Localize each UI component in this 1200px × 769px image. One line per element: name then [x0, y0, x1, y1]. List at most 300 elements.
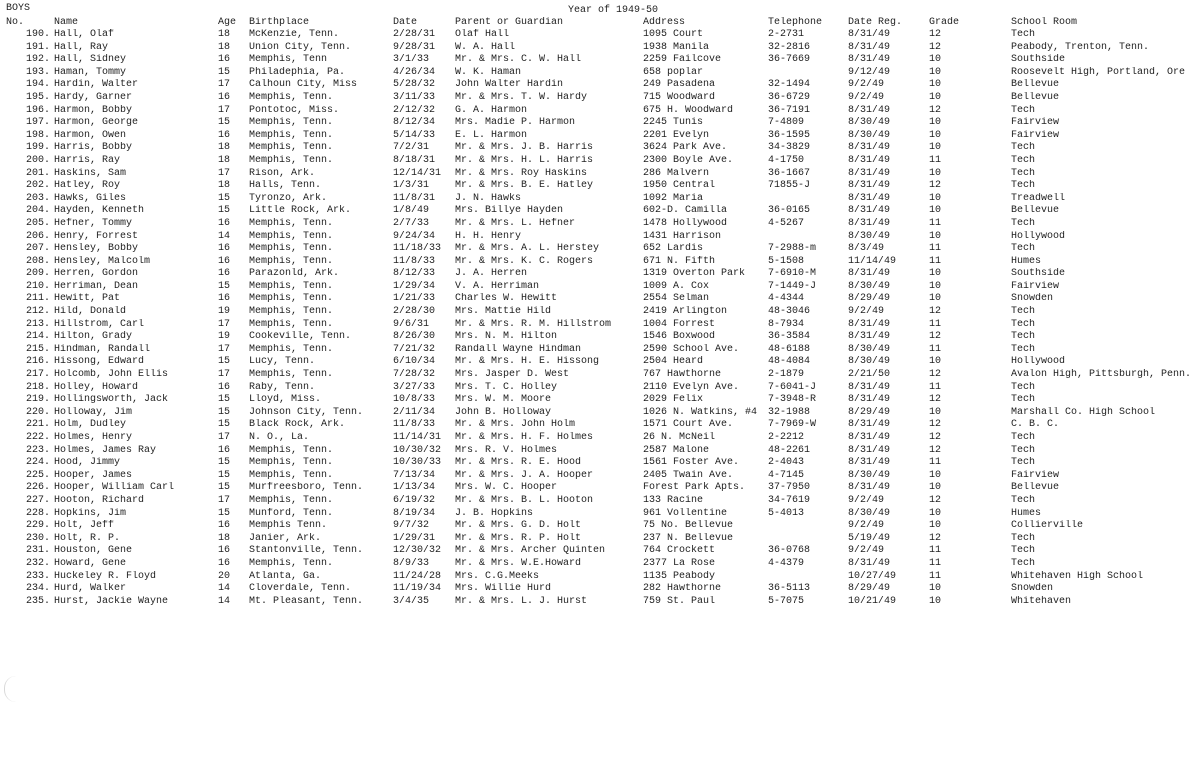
cell-no: 221. [25, 419, 50, 431]
cell-no: 195. [25, 91, 50, 103]
cell-grade: 11 [929, 243, 942, 255]
cell-birthplace: Rison, Ark. [249, 167, 316, 179]
cell-birthplace: Memphis, Tenn. [249, 343, 334, 355]
cell-telephone: 5-7075 [768, 595, 805, 607]
cell-age: 16 [218, 557, 231, 569]
cell-birthplace: Cookeville, Tenn. [249, 331, 352, 343]
table-row [0, 130, 1200, 143]
cell-no: 202. [25, 180, 50, 192]
cell-parent: Mrs. N. M. Hilton [455, 331, 558, 343]
cell-school: Tech [1011, 154, 1036, 166]
cell-age: 18 [218, 180, 231, 192]
cell-date-reg: 8/31/49 [848, 557, 891, 569]
cell-birthplace: Johnson City, Tenn. [249, 406, 364, 418]
table-row [0, 180, 1200, 193]
cell-no: 194. [25, 79, 50, 91]
cell-parent: Mr. & Mrs. J. B. Harris [455, 142, 594, 154]
cell-name: Hall, Olaf [54, 29, 115, 40]
cell-school: Tech [1011, 180, 1036, 192]
cell-parent: Mrs. Madie P. Harmon [455, 117, 576, 129]
cell-name: Hilton, Grady [54, 331, 133, 343]
cell-date: 3/4/35 [393, 595, 430, 607]
column-header-row [0, 17, 1200, 29]
cell-age: 18 [218, 29, 231, 40]
cell-name: Hopkins, Jim [54, 507, 127, 519]
cell-address: 2587 Malone [643, 444, 710, 456]
cell-grade: 10 [929, 192, 942, 204]
cell-date-reg: 8/31/49 [848, 381, 891, 393]
cell-no: 203. [25, 192, 50, 204]
cell-no: 219. [25, 394, 50, 406]
cell-no: 218. [25, 381, 50, 393]
cell-date-reg: 9/2/49 [848, 545, 885, 557]
cell-telephone [768, 67, 848, 80]
cell-telephone: 32-1494 [768, 79, 811, 91]
cell-age: 17 [218, 167, 231, 179]
cell-name: Hollingsworth, Jack [54, 394, 169, 406]
cell-parent: Mrs. W. C. Hooper [455, 482, 558, 494]
cell-parent: Olaf Hall [455, 29, 510, 40]
cell-school: Tech [1011, 318, 1036, 330]
cell-name: Holm, Dudley [54, 419, 127, 431]
cell-birthplace: Black Rock, Ark. [249, 419, 346, 431]
cell-telephone: 36-0165 [768, 205, 811, 217]
cell-name: Henry, Forrest [54, 230, 139, 242]
cell-name: Hefner, Tommy [54, 217, 133, 229]
table-row [0, 319, 1200, 332]
cell-grade: 12 [929, 532, 942, 544]
cell-grade: 10 [929, 520, 942, 532]
cell-date: 6/10/34 [393, 356, 436, 368]
cell-birthplace: Memphis, Tenn. [249, 457, 334, 469]
cell-parent: Mrs. W. M. Moore [455, 394, 552, 406]
cell-school: Southside [1011, 54, 1066, 66]
cell-parent: Mr. & Mrs. John Holm [455, 419, 576, 431]
cell-address: 658 poplar [643, 66, 704, 78]
cell-date: 9/28/31 [393, 41, 436, 53]
cell-date: 11/8/33 [393, 419, 436, 431]
cell-date: 1/3/31 [393, 180, 430, 192]
table-row [0, 105, 1200, 118]
column-header-no: No. [6, 17, 25, 28]
cell-date-reg: 8/30/49 [848, 230, 891, 242]
cell-no: 215. [25, 343, 50, 355]
cell-date: 9/7/32 [393, 520, 430, 532]
cell-parent: G. A. Harmon [455, 104, 528, 116]
cell-telephone: 36-3584 [768, 331, 811, 343]
cell-address: 764 Crockett [643, 545, 716, 557]
cell-no: 201. [25, 167, 50, 179]
cell-date: 8/26/30 [393, 331, 436, 343]
cell-grade: 10 [929, 482, 942, 494]
cell-date-reg: 8/31/49 [848, 54, 891, 66]
cell-name: Hawks, Giles [54, 192, 127, 204]
column-header-name: Name [54, 17, 79, 28]
cell-telephone: 48-6188 [768, 343, 811, 355]
cell-no: 214. [25, 331, 50, 343]
cell-grade: 10 [929, 356, 942, 368]
cell-grade: 10 [929, 91, 942, 103]
cell-telephone [768, 571, 848, 584]
cell-birthplace: Memphis, Tenn. [249, 557, 334, 569]
cell-name: Hall, Ray [54, 41, 109, 53]
cell-telephone: 48-2261 [768, 444, 811, 456]
cell-grade: 12 [929, 29, 942, 40]
table-row [0, 331, 1200, 344]
cell-telephone: 8-7934 [768, 318, 805, 330]
cell-name: Hall, Sidney [54, 54, 127, 66]
cell-date: 8/12/33 [393, 268, 436, 280]
cell-date-reg: 9/2/49 [848, 520, 885, 532]
cell-telephone: 2-4043 [768, 457, 805, 469]
cell-date-reg: 8/31/49 [848, 268, 891, 280]
cell-age: 16 [218, 545, 231, 557]
cell-school: Hollywood [1011, 356, 1066, 368]
table-row [0, 218, 1200, 231]
table-row [0, 168, 1200, 181]
cell-parent: Mr. & Mrs. L. Hefner [455, 217, 576, 229]
cell-name: Herren, Gordon [54, 268, 139, 280]
table-row [0, 407, 1200, 420]
cell-no: 190. [25, 29, 50, 40]
cell-school: Bellevue [1011, 79, 1060, 91]
cell-parent: Mr. & Mrs. J. A. Hooper [455, 469, 594, 481]
cell-date: 9/24/34 [393, 230, 436, 242]
cell-date-reg: 8/31/49 [848, 482, 891, 494]
cell-date-reg: 8/29/49 [848, 583, 891, 595]
cell-school: Treadwell [1011, 192, 1066, 204]
cell-age: 15 [218, 507, 231, 519]
cell-date-reg: 8/31/49 [848, 104, 891, 116]
cell-age: 14 [218, 583, 231, 595]
cell-birthplace: Memphis, Tenn. [249, 280, 334, 292]
cell-date-reg: 8/30/49 [848, 129, 891, 141]
cell-grade: 11 [929, 217, 942, 229]
cell-parent: Mr. & Mrs. Roy Haskins [455, 167, 588, 179]
cell-age: 15 [218, 66, 231, 78]
cell-name: Holley, Howard [54, 381, 139, 393]
cell-grade: 12 [929, 419, 942, 431]
cell-no: 210. [25, 280, 50, 292]
cell-parent: Mr. & Mrs. W.E.Howard [455, 557, 582, 569]
cell-school: Hollywood [1011, 230, 1066, 242]
cell-date: 10/8/33 [393, 394, 436, 406]
cell-no: 220. [25, 406, 50, 418]
cell-grade: 10 [929, 142, 942, 154]
cell-date-reg: 8/3/49 [848, 243, 885, 255]
table-row [0, 419, 1200, 432]
cell-age: 18 [218, 41, 231, 53]
cell-name: Harris, Ray [54, 154, 121, 166]
cell-parent: W. A. Hall [455, 41, 516, 53]
cell-birthplace: McKenzie, Tenn. [249, 29, 340, 40]
table-row [0, 382, 1200, 395]
cell-grade: 10 [929, 507, 942, 519]
cell-birthplace: Philadephia, Pa. [249, 66, 346, 78]
cell-parent: W. K. Haman [455, 66, 522, 78]
cell-parent: E. L. Harmon [455, 129, 528, 141]
cell-parent: Mrs. Billye Hayden [455, 205, 564, 217]
table-row [0, 79, 1200, 92]
column-header-school: School Room [1011, 17, 1078, 28]
cell-address: 1431 Harrison [643, 230, 722, 242]
cell-age: 15 [218, 192, 231, 204]
cell-no: 211. [25, 293, 50, 305]
cell-parent: Mr. & Mrs. C. W. Hall [455, 54, 582, 66]
cell-name: Hooper, William Carl [54, 482, 175, 494]
cell-no: 223. [25, 444, 50, 456]
cell-address: 2419 Arlington [643, 306, 728, 318]
cell-no: 217. [25, 369, 50, 381]
cell-name: Howard, Gene [54, 557, 127, 569]
cell-age: 17 [218, 343, 231, 355]
cell-address: 2405 Twain Ave. [643, 469, 734, 481]
table-row [0, 596, 1200, 609]
cell-birthplace: Calhoun City, Miss [249, 79, 358, 91]
cell-no: 234. [25, 583, 50, 595]
cell-address: 675 H. Woodward [643, 104, 734, 116]
cell-date-reg: 8/29/49 [848, 293, 891, 305]
cell-date: 11/24/28 [393, 570, 442, 582]
cell-age: 14 [218, 595, 231, 607]
cell-date: 1/21/33 [393, 293, 436, 305]
cell-parent: John B. Holloway [455, 406, 552, 418]
cell-birthplace: Stantonville, Tenn. [249, 545, 364, 557]
cell-grade: 10 [929, 595, 942, 607]
cell-grade: 12 [929, 104, 942, 116]
cell-date-reg: 8/31/49 [848, 180, 891, 192]
cell-telephone: 48-4084 [768, 356, 811, 368]
cell-grade: 10 [929, 406, 942, 418]
cell-birthplace: Mt. Pleasant, Tenn. [249, 595, 364, 607]
cell-date-reg: 8/31/49 [848, 41, 891, 53]
table-row [0, 142, 1200, 155]
cell-address: 1004 Forrest [643, 318, 716, 330]
cell-parent: Charles W. Hewitt [455, 293, 558, 305]
cell-address: 1095 Court [643, 29, 704, 40]
cell-telephone: 4-4344 [768, 293, 805, 305]
cell-date: 9/6/31 [393, 318, 430, 330]
cell-address: 1092 Maria [643, 192, 704, 204]
cell-date-reg: 8/31/49 [848, 457, 891, 469]
cell-age: 15 [218, 356, 231, 368]
cell-no: 191. [25, 41, 50, 53]
cell-age: 20 [218, 570, 231, 582]
cell-date: 8/19/34 [393, 507, 436, 519]
cell-no: 228. [25, 507, 50, 519]
cell-school: Tech [1011, 343, 1036, 355]
table-row [0, 281, 1200, 294]
cell-grade: 11 [929, 343, 942, 355]
cell-birthplace: Memphis, Tenn. [249, 129, 334, 141]
cell-date: 6/19/32 [393, 494, 436, 506]
cell-birthplace: Memphis, Tenn. [249, 142, 334, 154]
cell-address: 282 Hawthorne [643, 583, 722, 595]
cell-school: Tech [1011, 432, 1036, 443]
cell-school: Tech [1011, 444, 1036, 456]
cell-parent: Mr. & Mrs. G. D. Holt [455, 520, 582, 532]
cell-parent: H. H. Henry [455, 230, 522, 242]
cell-parent: Mr. & Mrs. B. E. Hatley [455, 180, 594, 192]
cell-school: Humes [1011, 255, 1042, 267]
cell-date-reg: 2/21/50 [848, 369, 891, 381]
cell-grade: 11 [929, 570, 942, 582]
cell-telephone: 7-2988-m [768, 243, 817, 255]
cell-age: 16 [218, 129, 231, 141]
table-row [0, 205, 1200, 218]
cell-name: Holt, R. P. [54, 532, 121, 544]
cell-school: Tech [1011, 243, 1036, 255]
cell-birthplace: Memphis, Tenn. [249, 154, 334, 166]
cell-grade: 12 [929, 394, 942, 406]
cell-date-reg: 8/31/49 [848, 142, 891, 154]
cell-telephone: 48-3046 [768, 306, 811, 318]
cell-no: 233. [25, 570, 50, 582]
column-header-address: Address [643, 17, 686, 28]
cell-telephone: 7-7969-W [768, 419, 817, 431]
cell-age: 15 [218, 482, 231, 494]
cell-age: 19 [218, 331, 231, 343]
cell-school: Southside [1011, 268, 1066, 280]
cell-grade: 11 [929, 318, 942, 330]
cell-date: 3/11/33 [393, 91, 436, 103]
cell-telephone [768, 193, 848, 206]
cell-date-reg: 8/31/49 [848, 217, 891, 229]
cell-age: 15 [218, 205, 231, 217]
cell-school: Tech [1011, 457, 1036, 469]
cell-address: 133 Racine [643, 494, 704, 506]
cell-date-reg: 8/30/49 [848, 280, 891, 292]
cell-date-reg: 9/2/49 [848, 91, 885, 103]
cell-parent: Mr. & Mrs. T. W. Hardy [455, 91, 588, 103]
cell-birthplace: Memphis, Tenn. [249, 91, 334, 103]
cell-grade: 10 [929, 205, 942, 217]
cell-date: 11/8/33 [393, 255, 436, 267]
cell-no: 199. [25, 142, 50, 154]
cell-name: Hensley, Malcolm [54, 255, 151, 267]
cell-date: 10/30/33 [393, 457, 442, 469]
cell-school: Tech [1011, 29, 1036, 40]
cell-age: 16 [218, 381, 231, 393]
cell-address: 671 N. Fifth [643, 255, 716, 267]
cell-name: Harmon, George [54, 117, 139, 129]
cell-no: 216. [25, 356, 50, 368]
cell-parent: J. N. Hawks [455, 192, 522, 204]
cell-date-reg: 10/27/49 [848, 570, 897, 582]
cell-date-reg: 8/31/49 [848, 432, 891, 443]
cell-address: 1546 Boxwood [643, 331, 716, 343]
cell-age: 16 [218, 293, 231, 305]
cell-address: 2300 Boyle Ave. [643, 154, 734, 166]
cell-age: 16 [218, 520, 231, 532]
column-header-telephone: Telephone [768, 17, 823, 28]
cell-age: 17 [218, 432, 231, 443]
cell-school: Humes [1011, 507, 1042, 519]
table-row [0, 583, 1200, 596]
cell-name: Houston, Gene [54, 545, 133, 557]
cell-date: 3/27/33 [393, 381, 436, 393]
cell-parent: Mrs. Mattie Hild [455, 306, 552, 318]
cell-no: 197. [25, 117, 50, 129]
cell-no: 232. [25, 557, 50, 569]
cell-name: Hindman, Randall [54, 343, 151, 355]
cell-parent: Mr. & Mrs. K. C. Rogers [455, 255, 594, 267]
cell-address: 759 St. Paul [643, 595, 716, 607]
cell-address: 75 No. Bellevue [643, 520, 734, 532]
cell-no: 213. [25, 318, 50, 330]
cell-no: 226. [25, 482, 50, 494]
table-row [0, 495, 1200, 508]
cell-no: 198. [25, 129, 50, 141]
table-row [0, 545, 1200, 558]
year-title: Year of 1949-50 [568, 5, 659, 16]
cell-address: 1561 Foster Ave. [643, 457, 740, 469]
cell-address: 2504 Heard [643, 356, 704, 368]
cell-address: 961 Vollentine [643, 507, 728, 519]
cell-date: 11/19/34 [393, 583, 442, 595]
cell-name: Hewitt, Pat [54, 293, 121, 305]
cell-age: 16 [218, 54, 231, 66]
cell-grade: 10 [929, 230, 942, 242]
cell-age: 17 [218, 79, 231, 91]
table-row [0, 256, 1200, 269]
cell-date: 2/7/33 [393, 217, 430, 229]
cell-school: Tech [1011, 381, 1036, 393]
cell-age: 15 [218, 469, 231, 481]
cell-birthplace: Lucy, Tenn. [249, 356, 316, 368]
cell-parent: Mr. & Mrs. R. P. Holt [455, 532, 582, 544]
cell-no: 229. [25, 520, 50, 532]
cell-no: 196. [25, 104, 50, 116]
cell-date: 2/12/32 [393, 104, 436, 116]
cell-birthplace: Memphis, Tenn. [249, 230, 334, 242]
cell-date-reg: 8/30/49 [848, 507, 891, 519]
cell-school: Bellevue [1011, 482, 1060, 494]
cell-birthplace: Memphis, Tenn. [249, 444, 334, 456]
cell-age: 16 [218, 268, 231, 280]
cell-no: 231. [25, 545, 50, 557]
cell-school: Tech [1011, 306, 1036, 318]
cell-telephone: 32-2816 [768, 41, 811, 53]
cell-date-reg: 8/31/49 [848, 154, 891, 166]
cell-age: 16 [218, 91, 231, 103]
cell-name: Hardy, Garner [54, 91, 133, 103]
cell-parent: Mr. & Mrs. L. J. Hurst [455, 595, 588, 607]
cell-grade: 11 [929, 457, 942, 469]
cell-date: 5/28/32 [393, 79, 436, 91]
cell-name: Hillstrom, Carl [54, 318, 145, 330]
cell-school: Tech [1011, 217, 1036, 229]
cell-parent: Randall Wayne Hindman [455, 343, 582, 355]
cell-telephone: 7-1449-J [768, 280, 817, 292]
table-row [0, 508, 1200, 521]
cell-no: 222. [25, 432, 50, 443]
cell-date: 7/13/34 [393, 469, 436, 481]
table-row [0, 344, 1200, 357]
cell-school: Tech [1011, 557, 1036, 569]
cell-school: Collierville [1011, 520, 1084, 532]
cell-address: 2201 Evelyn [643, 129, 710, 141]
table-row [0, 293, 1200, 306]
cell-age: 18 [218, 154, 231, 166]
cell-date-reg: 8/31/49 [848, 419, 891, 431]
cell-date-reg: 9/2/49 [848, 306, 885, 318]
cell-no: 225. [25, 469, 50, 481]
cell-address: 1009 A. Cox [643, 280, 710, 292]
cell-date-reg: 8/30/49 [848, 356, 891, 368]
cell-date: 7/28/32 [393, 369, 436, 381]
cell-date-reg: 5/19/49 [848, 532, 891, 544]
